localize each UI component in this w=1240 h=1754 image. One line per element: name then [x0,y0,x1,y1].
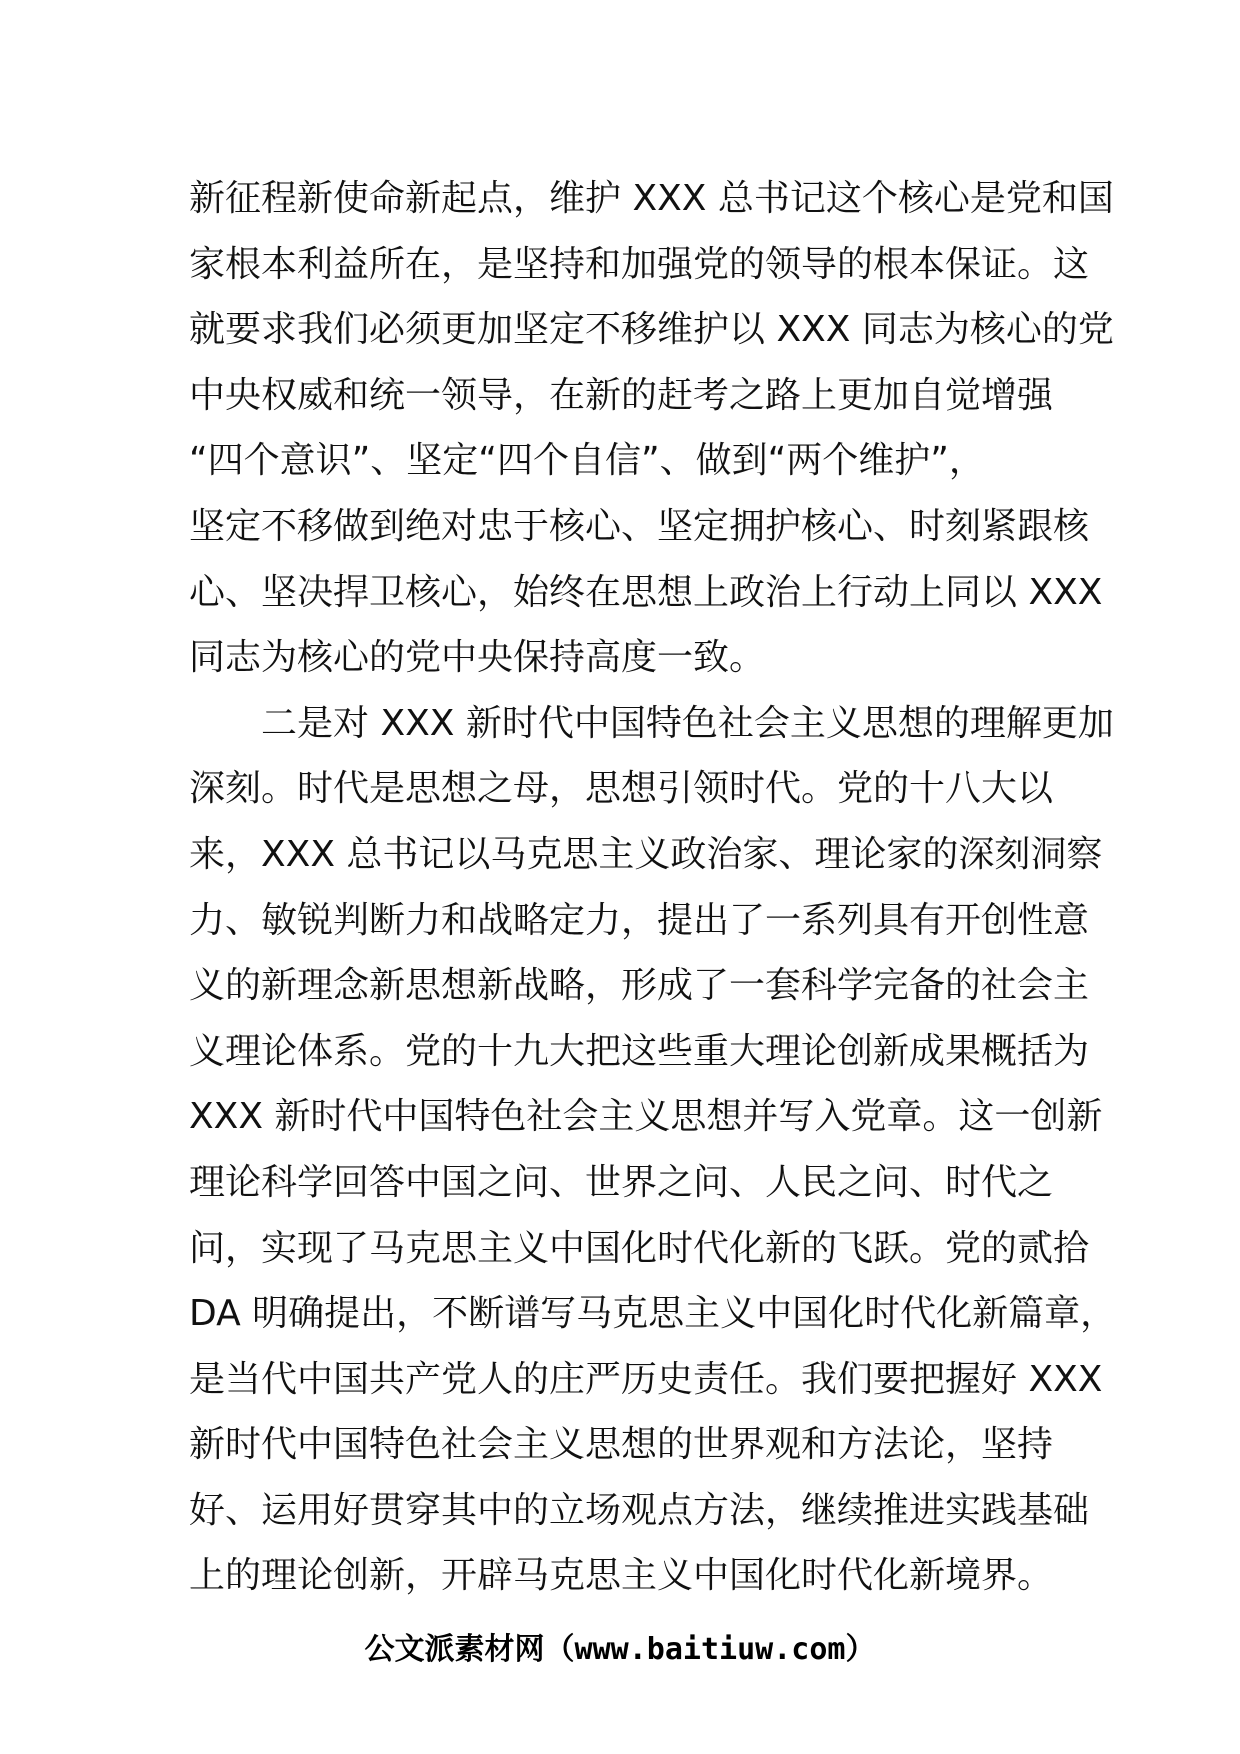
text-line: 力、敏锐判断力和战略定力，提出了一系列具有开创性意 [189,899,1090,941]
page-footer [0,1630,1240,1670]
text-line: 好、运用好贯穿其中的立场观点方法，继续推进实践基础 [189,1489,1090,1531]
document-body [189,166,1117,1609]
text-line: 问，实现了马克思主义中国化时代化新的飞跃。党的贰拾 [189,1227,1090,1269]
text-line: 同志为核心的党中央保持高度一致。 [189,637,766,679]
text-line: 二是对 XXX 新时代中国特色社会主义思想的理解更加 [261,702,1114,744]
text-line: DA 明确提出，不断谱写马克思主义中国化时代化新篇章， [189,1293,1117,1335]
text-line: 是当代中国共产党人的庄严历史责任。我们要把握好 XXX [189,1358,1103,1400]
text-line: “四个意识”、坚定“四个自信”、做到“两个维护”， [189,440,985,482]
text-line: 心、坚决捍卫核心，始终在思想上政治上行动上同以 XXX [189,571,1103,613]
paragraph-2 [189,691,1117,1609]
text-line: 上的理论创新，开辟马克思主义中国化时代化新境界。 [189,1555,1054,1597]
text-line: 义理论体系。党的十九大把这些重大理论创新成果概括为 [189,1030,1090,1072]
text-line: XXX 新时代中国特色社会主义思想并写入党章。这一创新 [189,1096,1103,1138]
footer-url: （www.baitiuw.com） [544,1632,876,1667]
text-line: 中央权威和统一领导，在新的赶考之路上更加自觉增强 [189,374,1054,416]
text-line: 坚定不移做到绝对忠于核心、坚定拥护核心、时刻紧跟核 [189,505,1090,547]
footer-site-name: 公文派素材网 [364,1632,545,1667]
text-line: 理论科学回答中国之问、世界之问、人民之问、时代之 [189,1161,1054,1203]
text-line: 新征程新使命新起点，维护 XXX 总书记这个核心是党和国 [189,178,1114,219]
text-line: 深刻。时代是思想之母，思想引领时代。党的十八大以 [189,768,1054,810]
text-line: 就要求我们必须更加坚定不移维护以 XXX 同志为核心的党 [189,309,1114,351]
text-line: 义的新理念新思想新战略，形成了一套科学完备的社会主 [189,965,1090,1007]
text-line: 来，XXX 总书记以马克思主义政治家、理论家的深刻洞察 [189,833,1103,875]
text-line: 家根本利益所在，是坚持和加强党的领导的根本保证。这 [189,243,1090,285]
paragraph-1 [189,166,1114,691]
text-line: 新时代中国特色社会主义思想的世界观和方法论，坚持 [189,1424,1054,1466]
